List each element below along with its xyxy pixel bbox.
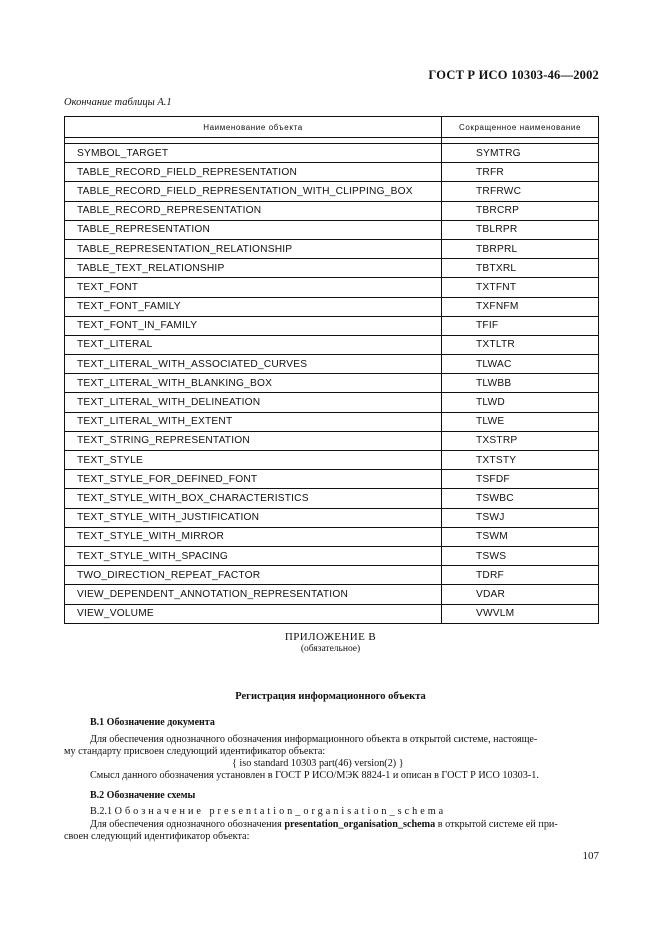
object-name-cell: VIEW_DEPENDENT_ANNOTATION_REPRESENTATION: [65, 585, 442, 604]
table-row: [65, 451, 599, 470]
abbreviation-cell: TBRPRL: [442, 239, 599, 258]
abbreviation-cell: TRFRWC: [442, 182, 599, 201]
object-name-cell: TEXT_STYLE_WITH_BOX_CHARACTERISTICS: [65, 489, 442, 508]
abbreviation-cell: TSFDF: [442, 470, 599, 489]
abbreviation-cell: VDAR: [442, 585, 599, 604]
abbreviation-cell: TXTLTR: [442, 335, 599, 354]
abbreviation-cell: TLWE: [442, 412, 599, 431]
section-b2-heading: В.2 Обозначение схемы: [90, 790, 196, 801]
object-name-cell: TEXT_LITERAL_WITH_ASSOCIATED_CURVES: [65, 355, 442, 374]
object-name-cell: TEXT_STRING_REPRESENTATION: [65, 431, 442, 450]
table-row: [65, 412, 599, 431]
b2-subsection-number: В.2.1: [90, 806, 113, 817]
object-name-cell: TEXT_FONT: [65, 278, 442, 297]
abbreviation-cell: TSWM: [442, 527, 599, 546]
appendix-title: ПРИЛОЖЕНИЕ В: [284, 631, 377, 643]
table-row: [65, 182, 599, 201]
object-name-cell: TABLE_TEXT_RELATIONSHIP: [65, 259, 442, 278]
table-row: [65, 431, 599, 450]
abbreviation-cell: TRFR: [442, 163, 599, 182]
b2-text-pre: Для обеспечения однозначного обозначения: [90, 819, 285, 830]
appendix-subtitle: (обязательное): [300, 644, 361, 654]
object-name-cell: TEXT_LITERAL_WITH_DELINEATION: [65, 393, 442, 412]
object-name-cell: TABLE_REPRESENTATION: [65, 220, 442, 239]
table-row: [65, 220, 599, 239]
object-name-cell: TEXT_FONT_FAMILY: [65, 297, 442, 316]
b1-paragraph-line2: му стандарту присвоен следующий идентификатор объекта:: [64, 746, 326, 757]
table-caption: Окончание таблицы А.1: [64, 97, 172, 108]
table-row: [65, 546, 599, 565]
table-row: [65, 508, 599, 527]
table-row: [65, 393, 599, 412]
abbreviation-cell: TSWBC: [442, 489, 599, 508]
abbreviation-cell: TSWJ: [442, 508, 599, 527]
abbreviation-cell: TBRCRP: [442, 201, 599, 220]
table-row: [65, 355, 599, 374]
object-name-cell: TEXT_LITERAL_WITH_BLANKING_BOX: [65, 374, 442, 393]
table-row: [65, 585, 599, 604]
object-name-cell: TEXT_STYLE_WITH_SPACING: [65, 546, 442, 565]
table-row: [65, 566, 599, 585]
table-row: [65, 470, 599, 489]
object-identifier: { iso standard 10303 part(46) version(2) }: [232, 758, 404, 769]
table-row: [65, 489, 599, 508]
abbreviation-cell: TXSTRP: [442, 431, 599, 450]
object-name-cell: TEXT_FONT_IN_FAMILY: [65, 316, 442, 335]
b1-paragraph-2: Смысл данного обозначения установлен в ГОСТ Р ИСО/МЭК 8824-1 и описан в ГОСТ Р ИСО 10303-1.: [90, 770, 539, 781]
abbreviation-cell: SYMTRG: [442, 144, 599, 163]
abbreviation-cell: TLWBB: [442, 374, 599, 393]
table-row: [65, 604, 599, 623]
object-name-cell: TEXT_LITERAL_WITH_EXTENT: [65, 412, 442, 431]
object-name-cell: TABLE_RECORD_REPRESENTATION: [65, 201, 442, 220]
abbreviation-table: [64, 116, 599, 624]
column-header-abbreviation: Сокращенное наименование: [442, 117, 599, 138]
schema-name: presentation_organisation_schema: [284, 819, 436, 830]
object-name-cell: TEXT_STYLE_WITH_MIRROR: [65, 527, 442, 546]
column-header-name: Наименование объекта: [65, 117, 442, 138]
table-row: [65, 259, 599, 278]
b2-paragraph-line2: своен следующий идентификатор объекта:: [64, 831, 250, 842]
b2-subsection-title: [90, 806, 446, 817]
object-name-cell: TEXT_STYLE: [65, 451, 442, 470]
abbreviation-cell: TXTSTY: [442, 451, 599, 470]
table-row: [65, 144, 599, 163]
abbreviation-cell: TLWAC: [442, 355, 599, 374]
object-name-cell: TEXT_LITERAL: [65, 335, 442, 354]
table-row: [65, 316, 599, 335]
table-row: [65, 163, 599, 182]
table-row: [65, 374, 599, 393]
object-name-cell: TEXT_STYLE_WITH_JUSTIFICATION: [65, 508, 442, 527]
object-name-cell: TWO_DIRECTION_REPEAT_FACTOR: [65, 566, 442, 585]
document-header: ГОСТ Р ИСО 10303-46—2002: [428, 68, 599, 82]
abbreviation-cell: TBTXRL: [442, 259, 599, 278]
table-row: [65, 335, 599, 354]
table-row: [65, 201, 599, 220]
b2-subsection-text: Обозначение presentation_organisation_schema: [114, 806, 447, 817]
object-name-cell: TEXT_STYLE_FOR_DEFINED_FONT: [65, 470, 442, 489]
abbreviation-cell: TSWS: [442, 546, 599, 565]
abbreviation-cell: TXTFNT: [442, 278, 599, 297]
abbreviation-cell: TBLRPR: [442, 220, 599, 239]
object-name-cell: TABLE_RECORD_FIELD_REPRESENTATION: [65, 163, 442, 182]
table-row: [65, 239, 599, 258]
object-name-cell: TABLE_REPRESENTATION_RELATIONSHIP: [65, 239, 442, 258]
abbreviation-cell: TFIF: [442, 316, 599, 335]
abbreviation-cell: VWVLM: [442, 604, 599, 623]
b2-paragraph-line1: [90, 819, 558, 830]
table-row: [65, 297, 599, 316]
table-row: [65, 527, 599, 546]
registration-title: Регистрация информационного объекта: [235, 691, 426, 702]
table-row: [65, 278, 599, 297]
object-name-cell: VIEW_VOLUME: [65, 604, 442, 623]
abbreviation-cell: TXFNFM: [442, 297, 599, 316]
object-name-cell: TABLE_RECORD_FIELD_REPRESENTATION_WITH_CLIPPING_BOX: [65, 182, 442, 201]
page-number: 107: [582, 850, 599, 862]
abbreviation-cell: TLWD: [442, 393, 599, 412]
abbreviation-cell: TDRF: [442, 566, 599, 585]
section-b1-heading: В.1 Обозначение документа: [90, 717, 215, 728]
object-name-cell: SYMBOL_TARGET: [65, 144, 442, 163]
b2-text-post: в открытой системе ей при-: [435, 819, 558, 830]
b1-paragraph-line1: Для обеспечения однозначного обозначения информационного объекта в открытой системе, настояще-: [90, 734, 538, 745]
